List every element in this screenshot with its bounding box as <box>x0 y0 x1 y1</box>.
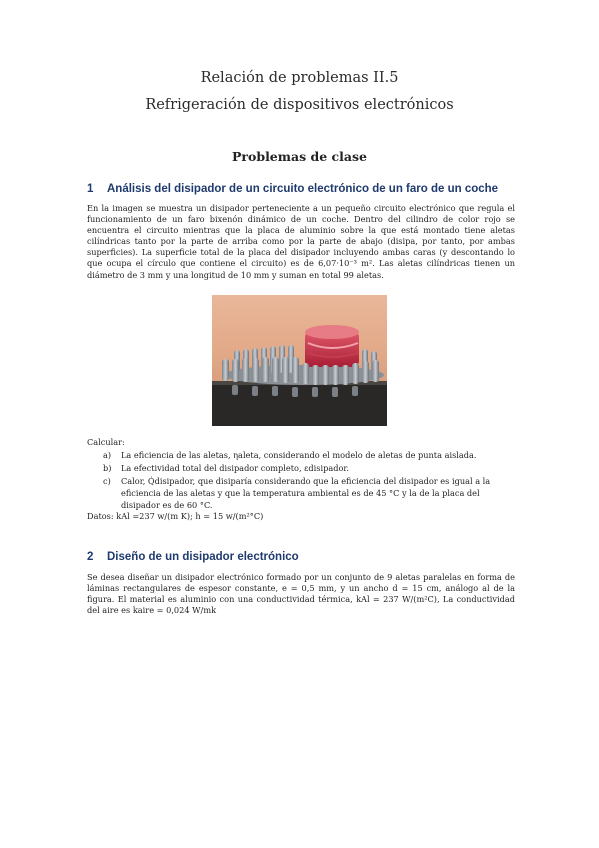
calc-label: Calcular: <box>87 437 125 447</box>
list-item <box>103 462 515 474</box>
problem2-paragraph: Se desea diseñar un disipador electrónico formado por un conjunto de 9 aletas paralelas en forma de láminas rectangulares de espesor constante, e = 0,5 mm, y un ancho d = 15 cm, análogo al de la figura. El material es aluminio con una conductividad térmica, kAl = 237 W/(m²C), La conductividad del aire es kaire = 0,024 W/mk <box>87 572 515 616</box>
problem2-number: 2 <box>87 551 94 563</box>
problem2-heading <box>87 551 299 563</box>
item-text: Calor, Q̇disipador, que disiparía considerando que la eficiencia del disipador es igual a la eficiencia de las aletas y que la temperatura ambiental es de 45 °C y la de la placa del disipador es de 60 °C. <box>121 476 491 510</box>
problem1-title: Análisis del disipador de un circuito electrónico de un faro de un coche <box>107 183 499 195</box>
problem1-heading <box>87 183 498 195</box>
document-title: Relación de problemas II.5 <box>200 70 399 86</box>
item-text: La eficiencia de las aletas, ηaleta, considerando el modelo de aletas de punta aislada. <box>121 450 477 460</box>
problem1-items <box>103 449 515 512</box>
document-subtitle: Refrigeración de dispositivos electrónicos <box>145 97 454 113</box>
heatsink-photo-svg <box>212 295 387 426</box>
list-item <box>103 475 515 511</box>
problem1-data: Datos: kAl =237 w/(m K); h = 15 w/(m²°C) <box>87 511 264 521</box>
item-marker: c) <box>103 476 111 486</box>
item-marker: b) <box>103 463 112 473</box>
problem1-number: 1 <box>87 183 94 195</box>
heatsink-photo <box>212 295 387 426</box>
problem1-paragraph: En la imagen se muestra un disipador perteneciente a un pequeño circuito electrónico que regula el funcionamiento de un faro bixenón dinámico de un coche. Dentro del cilindro de color rojo se encuentra el circuito mientras que la placa de aluminio sobre la que está montado tiene aletas cilíndricas tanto por la parte de arriba como por la parte de abajo (disipa, por tanto, por ambas superficies). La superficie total de la placa del disipador incluyendo ambas caras (y descontando lo que ocupa el círculo que contiene el circuito) es de 6,07·10⁻³ m². Las aletas cilíndricas tienen un diámetro de 3 mm y una longitud de 10 mm y suman en total 99 aletas. <box>87 203 515 280</box>
item-text: La efectividad total del disipador completo, εdisipador. <box>121 463 349 473</box>
list-item <box>103 449 515 461</box>
problem2-title: Diseño de un disipador electrónico <box>107 551 299 563</box>
section-heading: Problemas de clase <box>232 149 367 164</box>
item-marker: a) <box>103 450 112 460</box>
